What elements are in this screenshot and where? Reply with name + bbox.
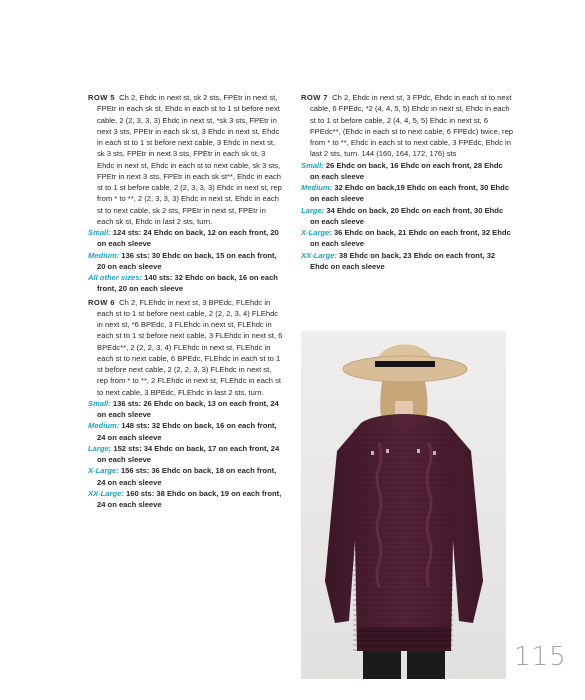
size-line [88, 488, 284, 511]
size-text: 124 sts: 24 Ehdc on back, 12 on each front, 20 on each sleeve [97, 228, 279, 249]
size-text: 160 sts: 38 Ehdc on back, 19 on each front, 24 on each sleeve [97, 488, 282, 509]
size-text: 156 sts: 36 Ehdc on back, 18 on each front, 24 on each sleeve [97, 466, 277, 487]
sweater-photo [301, 331, 506, 679]
size-line [88, 443, 284, 466]
size-line [88, 465, 284, 488]
row5-label: ROW 5 [88, 93, 115, 102]
size-text: 152 sts: 34 Ehdc on back, 17 on each front, 24 on each sleeve [97, 443, 280, 464]
row7-text: Ch 2, Ehdc in next st, 3 FPdc, Ehdc in each st to next cable, 6 FPEdc, *2 (4, 4, 5, 5) Ehdc in next st, Ehdc in each st to 1 st before cable, 2 (4, 4, 5, 5) Ehdc in next st, 6 FPEdc**, (Ehdc in each st to next cable, 6 FPEdc) twice, rep from * to **, Ehdc in each st to next cable, 3 FPEdc, Ehdc in last 2 sts, turn. 144 (160, 164, 172, 176) sts [310, 93, 514, 159]
size-text: 140 sts: 32 Ehdc on back, 16 on each front, 20 on each sleeve [97, 273, 278, 294]
size-line [88, 420, 284, 443]
size-line [88, 250, 284, 273]
size-name: Medium: [88, 250, 120, 260]
size-name: Large: [88, 443, 112, 453]
row7-label: ROW 7 [301, 93, 328, 102]
size-line [301, 205, 513, 228]
size-line [88, 227, 284, 250]
left-column [88, 92, 284, 512]
row6-instructions [88, 297, 284, 511]
size-text: 136 sts: 26 Ehdc on back, 13 on each front, 24 on each sleeve [97, 398, 279, 419]
page-number: 115 [514, 642, 567, 672]
size-line [301, 250, 513, 273]
size-name: Small: [88, 228, 111, 237]
size-text: 36 Ehdc on back, 21 Ehdc on each front, 32 Ehdc on each sleeve [310, 228, 511, 249]
size-name: All other sizes: [88, 273, 143, 282]
size-text: 38 Ehdc on back, 23 Ehdc on each front, 32 Ehdc on each sleeve [310, 250, 496, 271]
size-name: X-Large: [301, 228, 332, 237]
right-column [301, 92, 513, 274]
size-line [88, 272, 284, 295]
size-text: 32 Ehdc on back,19 Ehdc on each front, 30 Ehdc on each sleeve [310, 183, 510, 204]
size-line [88, 398, 284, 421]
size-text: 34 Ehdc on back, 20 Ehdc on each front, 30 Ehdc on each sleeve [310, 205, 504, 226]
size-name: Small: [88, 398, 111, 408]
size-line [301, 227, 513, 250]
row5-text: Ch 2, Ehdc in next st, sk 2 sts, FPEtr in next st, FPEtr in each sk st, Ehdc in each st to 1 st before next cable, 2 (2, 3, 3, 3) Ehdc in next st, *sk 3 sts, FPEtr in next 3 sts, FPEtr in each sk st, 3 Ehdc in next st, Ehdc in each st to 1 st before next cable, 3 Ehdc in next st, sk 3 sts, FPEtr in next 3 sts, FPEtr in each sk st, 3 Ehdc in next st, Ehdc in each st to next cable, sk 3 sts, FPEtr in next 3 sts, FPEtr in each sk st**, Ehdc in each st to 1 st before cable, 2 (2, 3, 3, 3) Ehdc in next st, rep from * to **, 2 (2, 3, 3, 3) Ehdc in next st, Ehdc in each st to next cable, sk 2 sts, FPEtr in next st, FPEtr in each sk st, Ehdc in last 2 sts, turn. [97, 93, 282, 226]
size-name: Large: [301, 205, 325, 215]
row6-label: ROW 6 [88, 297, 115, 307]
size-name: X-Large: [88, 466, 119, 476]
size-name: Small: [301, 160, 324, 170]
size-name: Medium: [301, 183, 333, 192]
row6-text: Ch 2, FLEhdc in next st, 3 BPEdc, FLEhdc in each st to 1 st before next cable, 2 (2, 2, 3, 4) FLEhdc in next st, *6 BPEdc, 3 FLEhdc in next st, FLEhdc in each st to 1 st before next cable, 3 FLEhdc in next st, 6 BPEdc**, 2 (2, 2, 3, 4) FLEhdc in next st, FLEhdc in each st to next cable, 6 BPEdc, FLEhdc in each st to 1 st before next cable, 2 (2, 2, 3, 3) FLEhdc in next st, rep from * to **, 2 FLEhdc in next st, FLEhdc in each st to next cable, 3 BPEdc, FLEhdc in last 2 sts, turn. [97, 297, 283, 397]
size-text: 26 Ehdc on back, 16 Ehdc on each front, 28 Ehdc on each sleeve [310, 160, 503, 181]
row5-paragraph [88, 92, 284, 227]
size-name: XX-Large: [88, 488, 124, 498]
size-line [301, 182, 513, 205]
row5-instructions [88, 92, 284, 295]
size-name: XX-Large: [301, 250, 337, 260]
size-line [301, 160, 513, 183]
size-name: Medium: [88, 421, 120, 431]
row7-instructions [301, 92, 513, 272]
row7-paragraph [301, 92, 513, 160]
size-text: 136 sts: 30 Ehdc on back, 15 on each front, 20 on each sleeve [97, 250, 277, 271]
size-text: 148 sts: 32 Ehdc on back, 16 on each front, 24 on each sleeve [97, 421, 277, 442]
row6-paragraph [88, 297, 284, 398]
